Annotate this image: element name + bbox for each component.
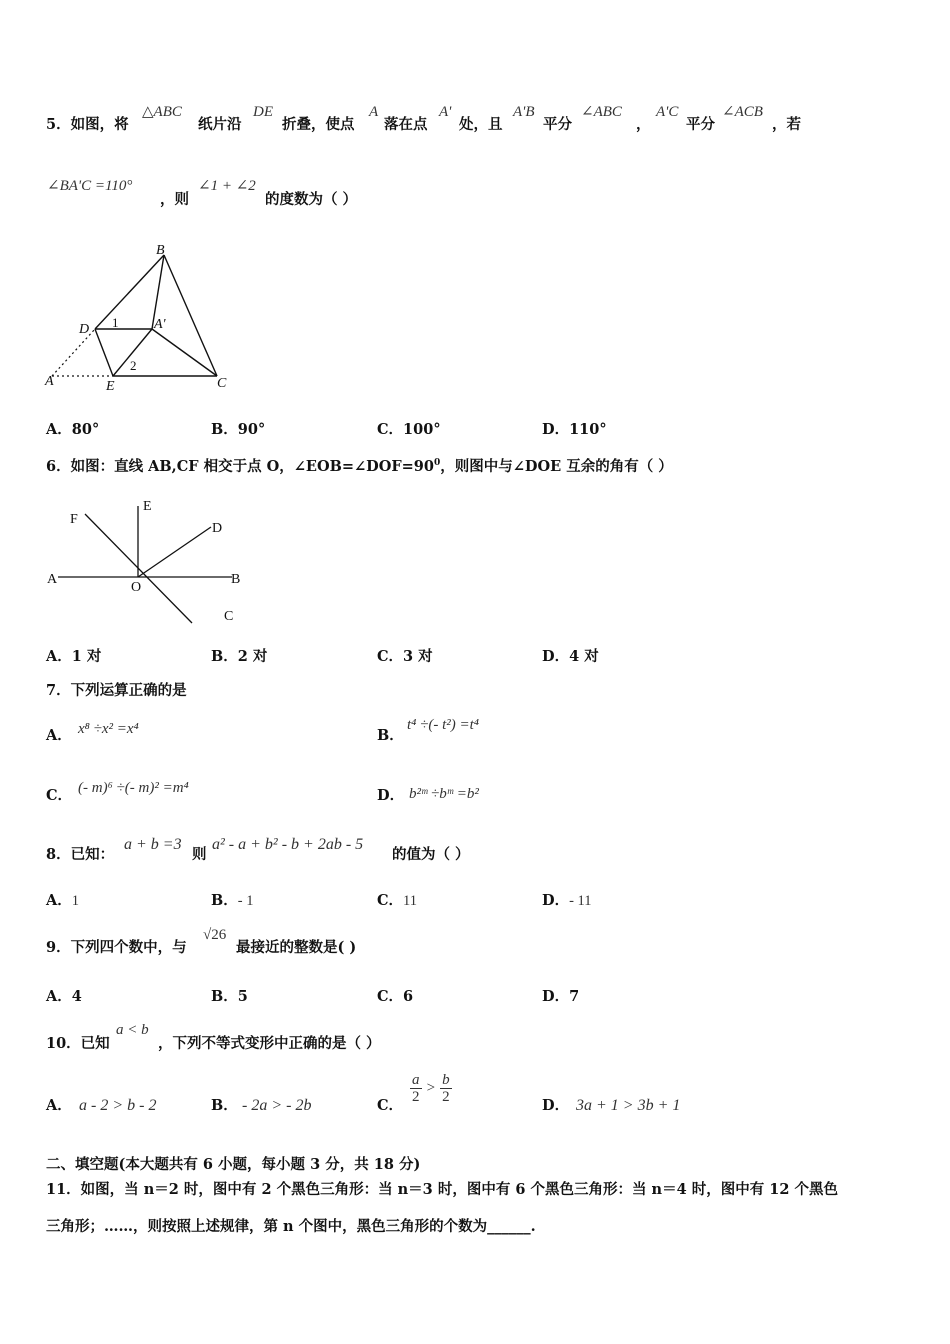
q5-label-e: E [106, 379, 115, 394]
q10-option-d[interactable]: D． [542, 1097, 570, 1114]
q5-math-angle-acb: ∠ACB [722, 104, 763, 120]
q5-text: 的度数为（ ） [265, 191, 358, 208]
q6-label-c: C [224, 609, 234, 624]
q9-text: 9．下列四个数中，与 [46, 939, 187, 956]
q9-option-a[interactable]: A．4 [46, 988, 82, 1005]
q5-line-bc [164, 255, 217, 376]
q9-option-b[interactable]: B．5 [211, 988, 248, 1005]
q5-figure [40, 238, 240, 398]
q5-math-a-prime-c: A'C [656, 104, 679, 120]
q6-label-a: A [47, 572, 58, 587]
q5-text: ， [636, 116, 651, 133]
q6-label-o: O [131, 580, 142, 595]
q5-math-angle-abc: ∠ABC [581, 104, 622, 120]
q5-text: 纸片沿 [198, 116, 242, 133]
q8-option-c[interactable]: C．11 [377, 892, 418, 909]
q8-option-a[interactable]: A．1 [46, 892, 80, 909]
q6-option-c[interactable]: C．3 对 [377, 648, 433, 665]
q5-math-a-prime-b: A'B [513, 104, 535, 120]
q6-label-f: F [70, 512, 78, 527]
section-2-title: 二、填空题(本大题共有 6 小题，每小题 3 分，共 18 分) [46, 1156, 421, 1173]
q5-math-angle-bac: ∠BA'C =110° [47, 178, 133, 194]
q10-text: ，下列不等式变形中正确的是（ ） [158, 1035, 381, 1052]
q5-label-b: B [156, 243, 165, 258]
q6-figure [40, 490, 255, 630]
q7-option-a[interactable]: A． [46, 727, 72, 744]
q7-option-b[interactable]: B． [377, 727, 404, 744]
q10-fraction-a-over-2: $\frac{a}{2}$ [412, 1072, 420, 1105]
q8-option-b[interactable]: B．- 1 [211, 892, 254, 909]
q11-line-2: 三角形；……，则按照上述规律，第 n 个图中，黑色三角形的个数为______. [46, 1218, 536, 1235]
q7-option-c[interactable]: C． [46, 787, 73, 804]
q7-option-a-expr: x⁸ ÷x² =x⁴ [78, 721, 139, 737]
q10-fraction-b-over-2: $\frac{b}{2}$ [442, 1072, 450, 1105]
q8-text: 则 [192, 846, 207, 863]
q9-option-c[interactable]: C．6 [377, 988, 414, 1005]
q10-option-a-expr: a - 2 > b - 2 [79, 1097, 157, 1114]
q5-math-angle-sum: ∠1 + ∠2 [198, 178, 256, 194]
q5-option-b[interactable]: B．90° [211, 421, 266, 438]
q6-option-d[interactable]: D．4 对 [542, 648, 599, 665]
q7-option-c-expr: (- m)⁶ ÷(- m)² =m⁴ [78, 780, 189, 796]
q5-math-a: A [369, 104, 379, 120]
q6-label-b: B [231, 572, 241, 587]
q8-math-expression: a² - a + b² - b + 2ab - 5 [212, 836, 364, 853]
q6-line-od [138, 527, 211, 577]
q10-option-d-expr: 3a + 1 > 3b + 1 [576, 1097, 681, 1114]
q5-label-angle-2: 2 [130, 358, 137, 373]
q5-text: 平分 [543, 116, 572, 133]
q7-option-d-expr: b²ᵐ ÷bᵐ =b² [409, 786, 479, 802]
q5-label-d: D [79, 322, 90, 337]
q6-option-a[interactable]: A．1 对 [46, 648, 102, 665]
q5-label-angle-1: 1 [112, 315, 119, 330]
q5-math-triangle-abc: △ABC [142, 104, 182, 120]
q5-text: 折叠，使点 [282, 116, 355, 133]
q8-math-condition: a + b =3 [124, 836, 182, 853]
q10-option-c[interactable]: C． [377, 1097, 404, 1114]
q10-option-a[interactable]: A． [46, 1097, 72, 1114]
q10-option-b[interactable]: B． [211, 1097, 238, 1114]
q9-text: 最接近的整数是( ) [236, 939, 357, 956]
q8-option-d[interactable]: D．- 11 [542, 892, 592, 909]
q5-math-a-prime: A' [439, 104, 452, 120]
q5-number-text: 5．如图，将 [46, 116, 129, 133]
q5-text: 落在点 [384, 116, 428, 133]
q5-option-d[interactable]: D．110° [542, 421, 607, 438]
q5-option-c[interactable]: C．100° [377, 421, 441, 438]
q5-text: ，若 [772, 116, 801, 133]
q10-option-c-expr: $\frac{a}{2}$ > $\frac{b}{2}$ [412, 1072, 450, 1105]
q10-math-condition: a < b [116, 1022, 149, 1038]
q7-stem: 7．下列运算正确的是 [46, 682, 187, 699]
q7-option-d[interactable]: D． [377, 787, 405, 804]
q5-label-a-prime: A' [154, 317, 166, 332]
q7-option-b-expr: t⁴ ÷(- t²) =t⁴ [407, 717, 480, 733]
q5-text: 平分 [686, 116, 715, 133]
q5-label-a: A [45, 374, 54, 389]
q5-math-de: DE [253, 104, 273, 120]
q5-text: 处，且 [459, 116, 503, 133]
q8-text: 的值为（ ） [392, 846, 470, 863]
q5-option-a[interactable]: A．80° [46, 421, 100, 438]
q5-line-de [95, 329, 113, 376]
q9-math-sqrt: √26 [203, 927, 227, 943]
q9-option-d[interactable]: D．7 [542, 988, 580, 1005]
q10-option-b-expr: - 2a > - 2b [242, 1097, 312, 1114]
q8-text: 8．已知： [46, 846, 115, 863]
q6-label-d: D [212, 521, 223, 536]
q6-label-e: E [143, 499, 152, 514]
q11-line-1: 11．如图，当 n＝2 时，图中有 2 个黑色三角形：当 n＝3 时，图中有 6 个黑色三角形：当 n＝4 时，图中有 12 个黑色 [46, 1181, 839, 1198]
q10-text: 10．已知 [46, 1035, 110, 1052]
q6-stem: 6．如图：直线 AB,CF 相交于点 O，$\angle EOB=\angle DOF=90^0$，则图中与∠DOE 互余的角有（ ） [46, 457, 673, 475]
q5-label-c: C [217, 376, 227, 391]
q6-option-b[interactable]: B．2 对 [211, 648, 268, 665]
q5-text: ，则 [160, 191, 189, 208]
